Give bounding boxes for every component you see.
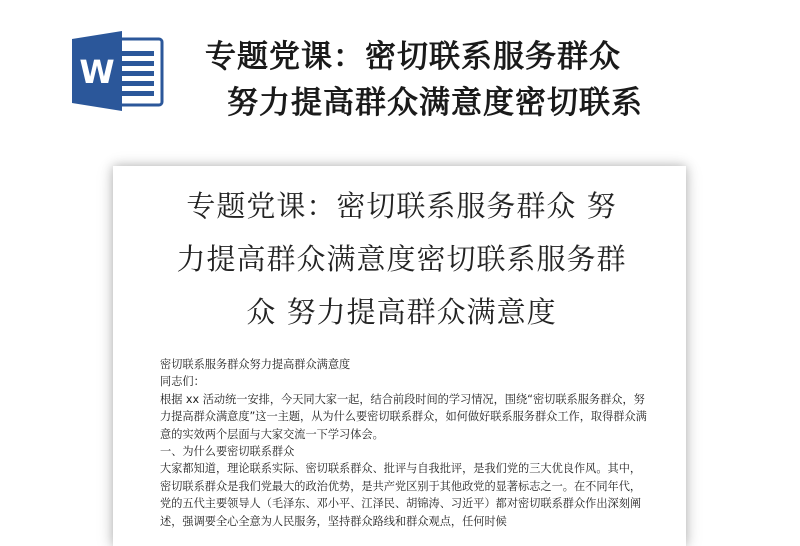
document-title [149,180,654,339]
document-page [113,166,686,546]
document-title-line: 专题党课：密切联系服务群众 努 [186,189,617,223]
document-title-line: 力提高群众满意度密切联系服务群 [176,242,627,276]
salutation: 同志们： [160,375,205,389]
section-heading: 一、为什么要密切联系群众 [160,445,295,459]
banner-title [205,34,765,126]
banner-title-line-1: 专题党课：密切联系服务群众 [205,39,621,75]
word-icon-letter: W [79,53,115,91]
document-subtitle: 密切联系服务群众努力提高群众满意度 [160,358,351,371]
document-body [160,356,650,530]
body-paragraph: 大家都知道，理论联系实际、密切联系群众、批评与自我批评，是我们党的三大优良作风。其中，密切联系群众是我们党最大的政治优势，是共产党区别于其他政党的显著标志之一。在不同年代，党的五代主要领导人（毛泽东、邓小平、江泽民、胡锦涛、习近平）都对密切联系群众作出深刻阐述，强调要全心全意为人民服务，坚持群众路线和群众观点，任何时候 [160,462,642,528]
word-icon [72,31,164,111]
document-title-line: 众 努力提高群众满意度 [246,295,557,329]
banner-title-line-2: 努力提高群众满意度密切联系 [227,85,643,121]
body-paragraph: 根据 xx 活动统一安排，今天同大家一起，结合前段时间的学习情况，围绕“密切联系服务群众，努力提高群众满意度”这一主题，从为什么要密切联系群众，如何做好联系服务群众工作，取得群众满意的实效两个层面与大家交流一下学习体会。 [160,392,647,441]
banner [0,0,800,150]
